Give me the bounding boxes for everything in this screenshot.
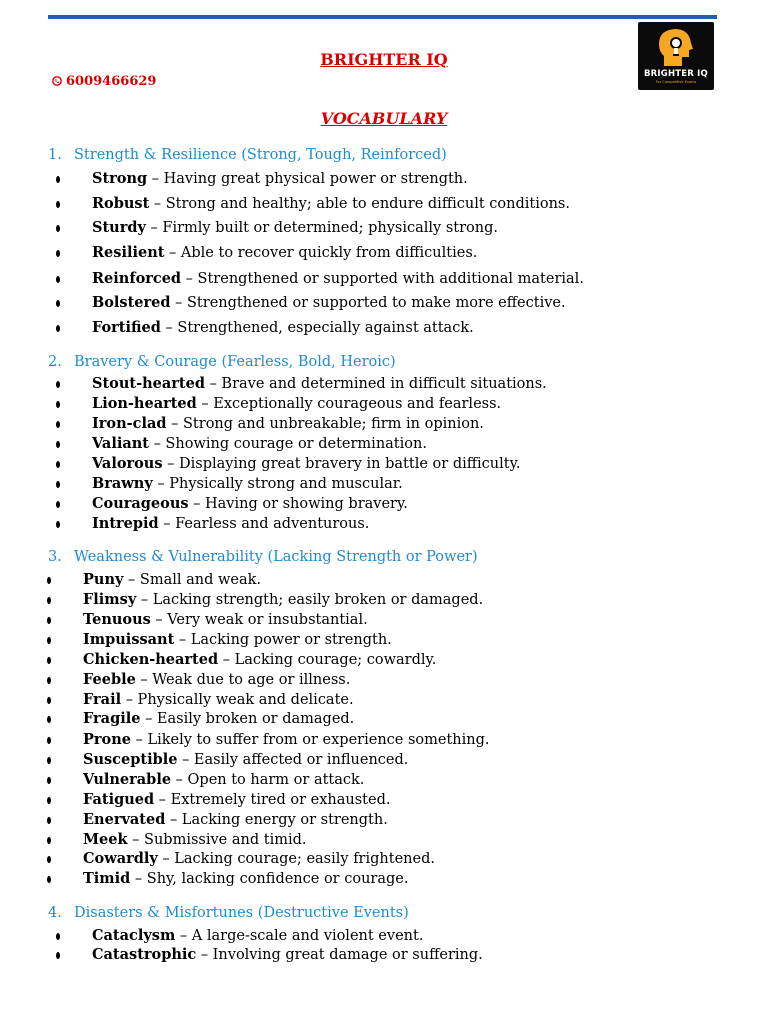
list-item (92, 475, 403, 493)
section-number: 4. (48, 905, 62, 921)
list-item (92, 195, 570, 213)
bullet-icon (56, 381, 60, 388)
bullet-icon (56, 501, 60, 508)
list-item (83, 831, 307, 849)
section-number: 2. (48, 354, 62, 370)
bullet-icon (56, 225, 60, 232)
term: Brawny (92, 475, 153, 492)
phone-icon (52, 76, 62, 86)
definition: – Fearless and adventurous. (158, 516, 370, 532)
phone-text: 6009466629 (66, 74, 157, 89)
term: Cowardly (83, 850, 158, 867)
bullet-icon (47, 876, 51, 883)
bullet-icon (56, 250, 60, 257)
term: Bolstered (92, 294, 171, 311)
bullet-icon (47, 637, 51, 644)
list-item (83, 791, 390, 809)
definition: – Involving great damage or suffering. (196, 947, 483, 963)
definition: – Open to harm or attack. (171, 772, 365, 788)
bullet-icon (47, 577, 51, 584)
bullet-icon (56, 325, 60, 332)
term: Susceptible (83, 751, 178, 768)
term: Impuissant (83, 631, 175, 648)
list-item (83, 731, 490, 749)
definition: – Strengthened, especially against attack. (160, 320, 474, 336)
bullet-icon (47, 777, 51, 784)
definition: – Strengthened or supported with additional material. (181, 271, 584, 287)
list-item (83, 631, 392, 649)
term: Chicken-hearted (83, 651, 219, 668)
term: Stout-hearted (92, 375, 205, 392)
section-number: 3. (48, 549, 62, 565)
list-item (83, 811, 388, 829)
list-item (83, 751, 408, 769)
term: Flimsy (83, 591, 137, 608)
term: Valiant (92, 435, 149, 452)
definition: – Likely to suffer from or experience something. (130, 732, 490, 748)
list-item (83, 710, 354, 728)
list-item (83, 870, 408, 888)
section-heading (48, 354, 396, 370)
page-title: VOCABULARY (320, 109, 448, 128)
term: Sturdy (92, 219, 146, 236)
term: Feeble (83, 671, 136, 688)
bullet-icon (56, 300, 60, 307)
list-item (83, 591, 483, 609)
definition: – Shy, lacking confidence or courage. (130, 871, 409, 887)
list-item (83, 691, 354, 709)
term: Reinforced (92, 270, 182, 287)
term: Vulnerable (83, 771, 172, 788)
phone-number (52, 74, 156, 89)
term: Puny (83, 571, 124, 588)
term: Courageous (92, 495, 189, 512)
section-title: Strength & Resilience (Strong, Tough, Reinforced) (74, 147, 447, 163)
bullet-icon (47, 737, 51, 744)
definition: – Able to recover quickly from difficulties. (164, 245, 478, 261)
term: Lion-hearted (92, 395, 197, 412)
bullet-icon (56, 461, 60, 468)
definition: – Physically weak and delicate. (121, 692, 354, 708)
definition: – A large-scale and violent event. (175, 928, 424, 944)
bullet-icon (56, 952, 60, 959)
definition: – Lacking courage; cowardly. (218, 652, 437, 668)
list-item (92, 435, 427, 453)
definition: – Lacking energy or strength. (165, 812, 388, 828)
definition: – Brave and determined in difficult situations. (204, 376, 547, 392)
term: Tenuous (83, 611, 151, 628)
list-item (83, 671, 350, 689)
section-title: Disasters & Misfortunes (Destructive Events) (74, 905, 409, 921)
definition: – Extremely tired or exhausted. (154, 792, 391, 808)
section-title: Weakness & Vulnerability (Lacking Strength or Power) (74, 549, 478, 565)
list-item (92, 495, 408, 513)
bullet-icon (56, 201, 60, 208)
term: Fortified (92, 319, 161, 336)
definition: – Lacking courage; easily frightened. (157, 851, 435, 867)
bullet-icon (56, 521, 60, 528)
definition: – Lacking power or strength. (174, 632, 392, 648)
term: Robust (92, 195, 150, 212)
list-item (92, 219, 498, 237)
list-item (83, 651, 436, 669)
definition: – Weak due to age or illness. (135, 672, 351, 688)
definition: – Displaying great bravery in battle or difficulty. (162, 456, 521, 472)
list-item (92, 415, 484, 433)
definition: – Easily affected or influenced. (177, 752, 409, 768)
definition: – Exceptionally courageous and fearless. (196, 396, 502, 412)
section-title: Bravery & Courage (Fearless, Bold, Heroic) (74, 354, 396, 370)
term: Enervated (83, 811, 166, 828)
bullet-icon (47, 856, 51, 863)
bullet-icon (56, 401, 60, 408)
lightbulb-head-icon (658, 26, 694, 68)
logo-text: BRIGHTER IQ (644, 69, 708, 79)
term: Meek (83, 831, 128, 848)
list-item (92, 319, 474, 337)
top-rule (48, 15, 717, 19)
bullet-icon (47, 697, 51, 704)
term: Fatigued (83, 791, 155, 808)
list-item (92, 294, 566, 312)
term: Valorous (92, 455, 163, 472)
list-item (83, 771, 364, 789)
brand-logo (638, 22, 714, 90)
bullet-icon (47, 617, 51, 624)
term: Catastrophic (92, 946, 197, 963)
bullet-icon (56, 481, 60, 488)
section-number: 1. (48, 147, 62, 163)
section-heading (48, 147, 447, 163)
brand-title: BRIGHTER IQ (320, 50, 448, 69)
bullet-icon (56, 276, 60, 283)
list-item (92, 244, 477, 262)
bullet-icon (47, 657, 51, 664)
list-item (92, 515, 369, 533)
list-item (83, 571, 261, 589)
term: Cataclysm (92, 927, 176, 944)
bullet-icon (56, 441, 60, 448)
definition: – Firmly built or determined; physically strong. (145, 220, 498, 236)
list-item (92, 170, 468, 188)
bullet-icon (47, 597, 51, 604)
list-item (92, 375, 547, 393)
list-item (83, 850, 435, 868)
bullet-icon (47, 677, 51, 684)
definition: – Submissive and timid. (127, 832, 307, 848)
term: Strong (92, 170, 148, 187)
logo-subtext: For Competitive Exams (655, 80, 697, 84)
bullet-icon (47, 837, 51, 844)
bullet-icon (47, 817, 51, 824)
term: Timid (83, 870, 131, 887)
bullet-icon (47, 716, 51, 723)
section-heading (48, 549, 478, 565)
list-item (92, 927, 423, 945)
bullet-icon (56, 176, 60, 183)
definition: – Strong and unbreakable; firm in opinion. (166, 416, 484, 432)
definition: – Showing courage or determination. (148, 436, 427, 452)
definition: – Very weak or insubstantial. (150, 612, 368, 628)
bullet-icon (47, 757, 51, 764)
term: Resilient (92, 244, 165, 261)
definition: – Small and weak. (123, 572, 262, 588)
bullet-icon (47, 797, 51, 804)
bullet-icon (56, 421, 60, 428)
list-item (92, 455, 520, 473)
term: Frail (83, 691, 122, 708)
bullet-icon (56, 933, 60, 940)
list-item (83, 611, 368, 629)
term: Prone (83, 731, 131, 748)
definition: – Having great physical power or strength. (147, 171, 468, 187)
list-item (92, 946, 483, 964)
definition: – Having or showing bravery. (188, 496, 408, 512)
list-item (92, 395, 501, 413)
section-heading (48, 905, 409, 921)
definition: – Strengthened or supported to make more effective. (170, 295, 566, 311)
term: Iron-clad (92, 415, 167, 432)
definition: – Strong and healthy; able to endure difficult conditions. (149, 196, 570, 212)
term: Fragile (83, 710, 141, 727)
definition: – Easily broken or damaged. (140, 711, 355, 727)
term: Intrepid (92, 515, 159, 532)
definition: – Lacking strength; easily broken or damaged. (136, 592, 484, 608)
list-item (92, 270, 584, 288)
definition: – Physically strong and muscular. (152, 476, 403, 492)
